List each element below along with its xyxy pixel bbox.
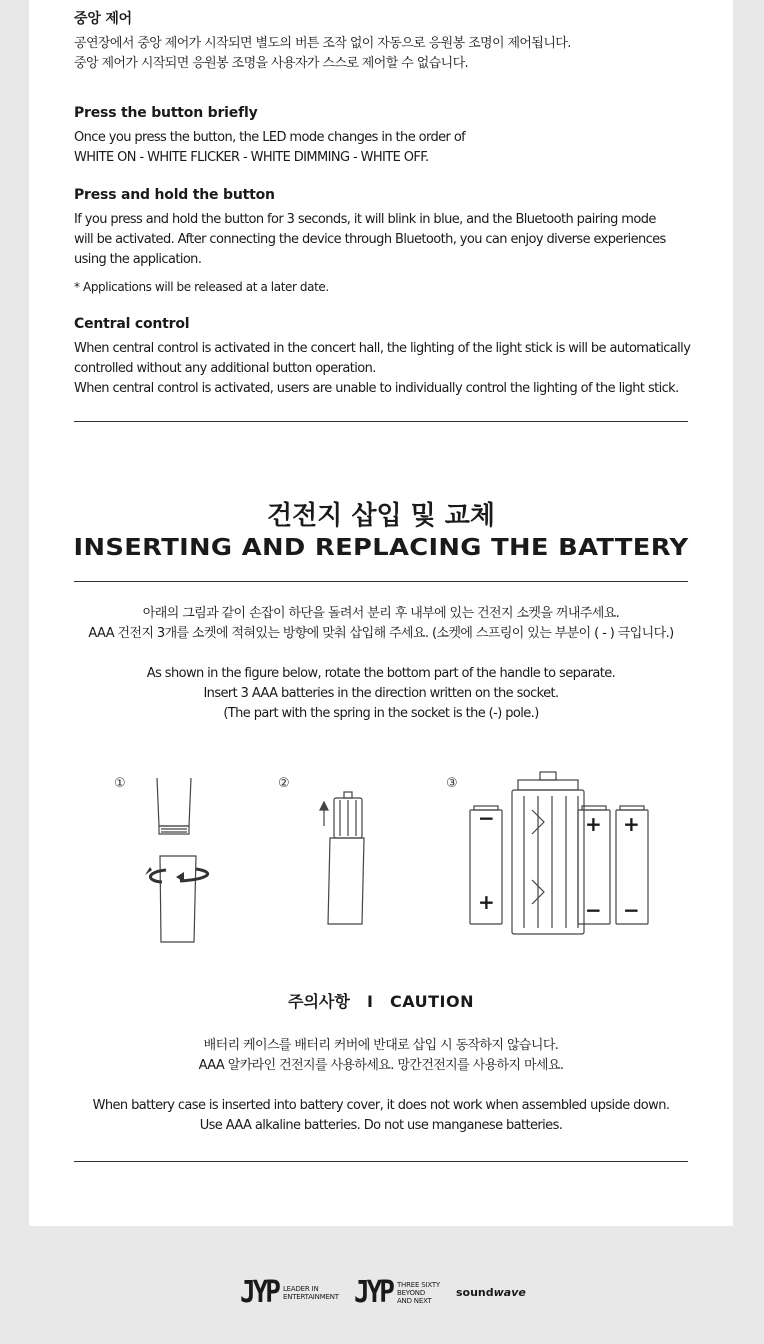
text-line: will be activated. After connecting the device through Bluetooth, you can enjoy diverse experiences — [74, 232, 666, 247]
tagline-line: ENTERTAINMENT — [282, 1293, 339, 1301]
text-line: Insert 3 AAA batteries in the direction written on the socket. — [203, 686, 559, 701]
logo-text: sound — [456, 1286, 494, 1299]
logo-tagline — [283, 1285, 339, 1301]
section-press-briefly — [74, 104, 694, 168]
heading-press-briefly: Press the button briefly — [74, 105, 258, 121]
caution-separator: I — [366, 992, 373, 1011]
heading-central-control-en: Central control — [74, 316, 190, 332]
tagline-line: THREE SIXTY — [396, 1281, 440, 1289]
logo-mark: JYP — [240, 1275, 278, 1311]
heading-central-control-ko: 중앙 제어 — [74, 11, 132, 27]
text-line: As shown in the figure below, rotate the bottom part of the handle to separate. — [146, 666, 616, 681]
footer — [0, 1226, 764, 1344]
tagline-line: BEYOND — [396, 1289, 426, 1297]
plus-sign: + — [585, 812, 602, 836]
divider — [74, 1161, 688, 1162]
tagline-line: LEADER IN — [282, 1285, 319, 1293]
caution-title-ko: 주의사항 — [288, 992, 350, 1011]
plus-sign: + — [478, 890, 495, 914]
minus-sign: − — [623, 898, 640, 922]
text-line: using the application. — [74, 252, 202, 267]
text-line: 아래의 그림과 같이 손잡이 하단을 돌려서 분리 후 내부에 있는 건전지 소켓을 꺼내주세요. — [142, 606, 620, 621]
step-number-3: ③ — [446, 776, 458, 791]
battery-title-en: INSERTING AND REPLACING THE BATTERY — [73, 535, 689, 561]
text-line: When central control is activated in the concert hall, the lighting of the light stick is will be automatically — [74, 341, 691, 356]
applications-note: * Applications will be released at a later date. — [74, 280, 329, 294]
caution-title — [29, 991, 733, 1013]
text-line: WHITE ON - WHITE FLICKER - WHITE DIMMING - WHITE OFF. — [74, 150, 429, 165]
battery-title-block — [29, 500, 733, 562]
jyp-entertainment-logo — [240, 1275, 339, 1311]
divider — [74, 581, 688, 582]
text-line: 배터리 케이스를 배터리 커버에 반대로 삽입 시 동작하지 않습니다. — [203, 1038, 559, 1053]
heading-press-hold: Press and hold the button — [74, 187, 275, 203]
pull-socket-illustration — [314, 790, 378, 930]
step-number-1: ① — [114, 776, 126, 791]
battery-instructions-en — [29, 664, 733, 724]
text-line: AAA 건전지 3개를 소켓에 적혀있는 방향에 맞춰 삽입해 주세요. (소켓에 스프링이 있는 부분이 ( - ) 극입니다.) — [88, 626, 674, 641]
logo-text: wave — [493, 1286, 526, 1299]
logo-tagline — [397, 1281, 440, 1305]
text-line: 중앙 제어가 시작되면 응원봉 조명을 사용자가 스스로 제어할 수 없습니다. — [74, 56, 469, 71]
text-line: controlled without any additional button operation. — [74, 361, 376, 376]
text-line: If you press and hold the button for 3 seconds, it will blink in blue, and the Bluetooth pairing mode — [74, 212, 656, 227]
plus-sign: + — [623, 812, 640, 836]
jyp-360-logo — [354, 1275, 440, 1311]
step-number-2: ② — [278, 776, 290, 791]
caution-text-ko — [29, 1036, 733, 1076]
text-line: AAA 알카라인 건전지를 사용하세요. 망간건전지를 사용하지 마세요. — [198, 1058, 564, 1073]
tagline-line: AND NEXT — [396, 1297, 432, 1305]
battery-title-ko: 건전지 삽입 및 교체 — [266, 501, 496, 531]
minus-sign: − — [478, 806, 495, 830]
section-central-control-ko — [74, 10, 694, 74]
logo-mark: JYP — [354, 1275, 392, 1311]
section-central-control-en — [74, 315, 694, 399]
caution-text-en — [29, 1096, 733, 1136]
text-line: When battery case is inserted into battery cover, it does not work when assembled upside down. — [92, 1098, 670, 1113]
divider — [74, 421, 688, 422]
soundwave-logo — [456, 1286, 526, 1299]
text-line: Once you press the button, the LED mode changes in the order of — [74, 130, 466, 145]
text-line: (The part with the spring in the socket is the (-) pole.) — [223, 706, 539, 721]
text-line: When central control is activated, users are unable to individually control the lighting of the light stick. — [74, 381, 679, 396]
rotate-handle-illustration — [140, 776, 220, 948]
text-line: 공연장에서 중앙 제어가 시작되면 별도의 버튼 조작 없이 자동으로 응원봉 조명이 제어됩니다. — [74, 36, 571, 51]
text-line: Use AAA alkaline batteries. Do not use manganese batteries. — [199, 1118, 563, 1133]
minus-sign: − — [585, 898, 602, 922]
section-press-hold — [74, 186, 694, 296]
caution-title-en: CAUTION — [389, 992, 474, 1011]
battery-instructions-ko — [29, 604, 733, 644]
